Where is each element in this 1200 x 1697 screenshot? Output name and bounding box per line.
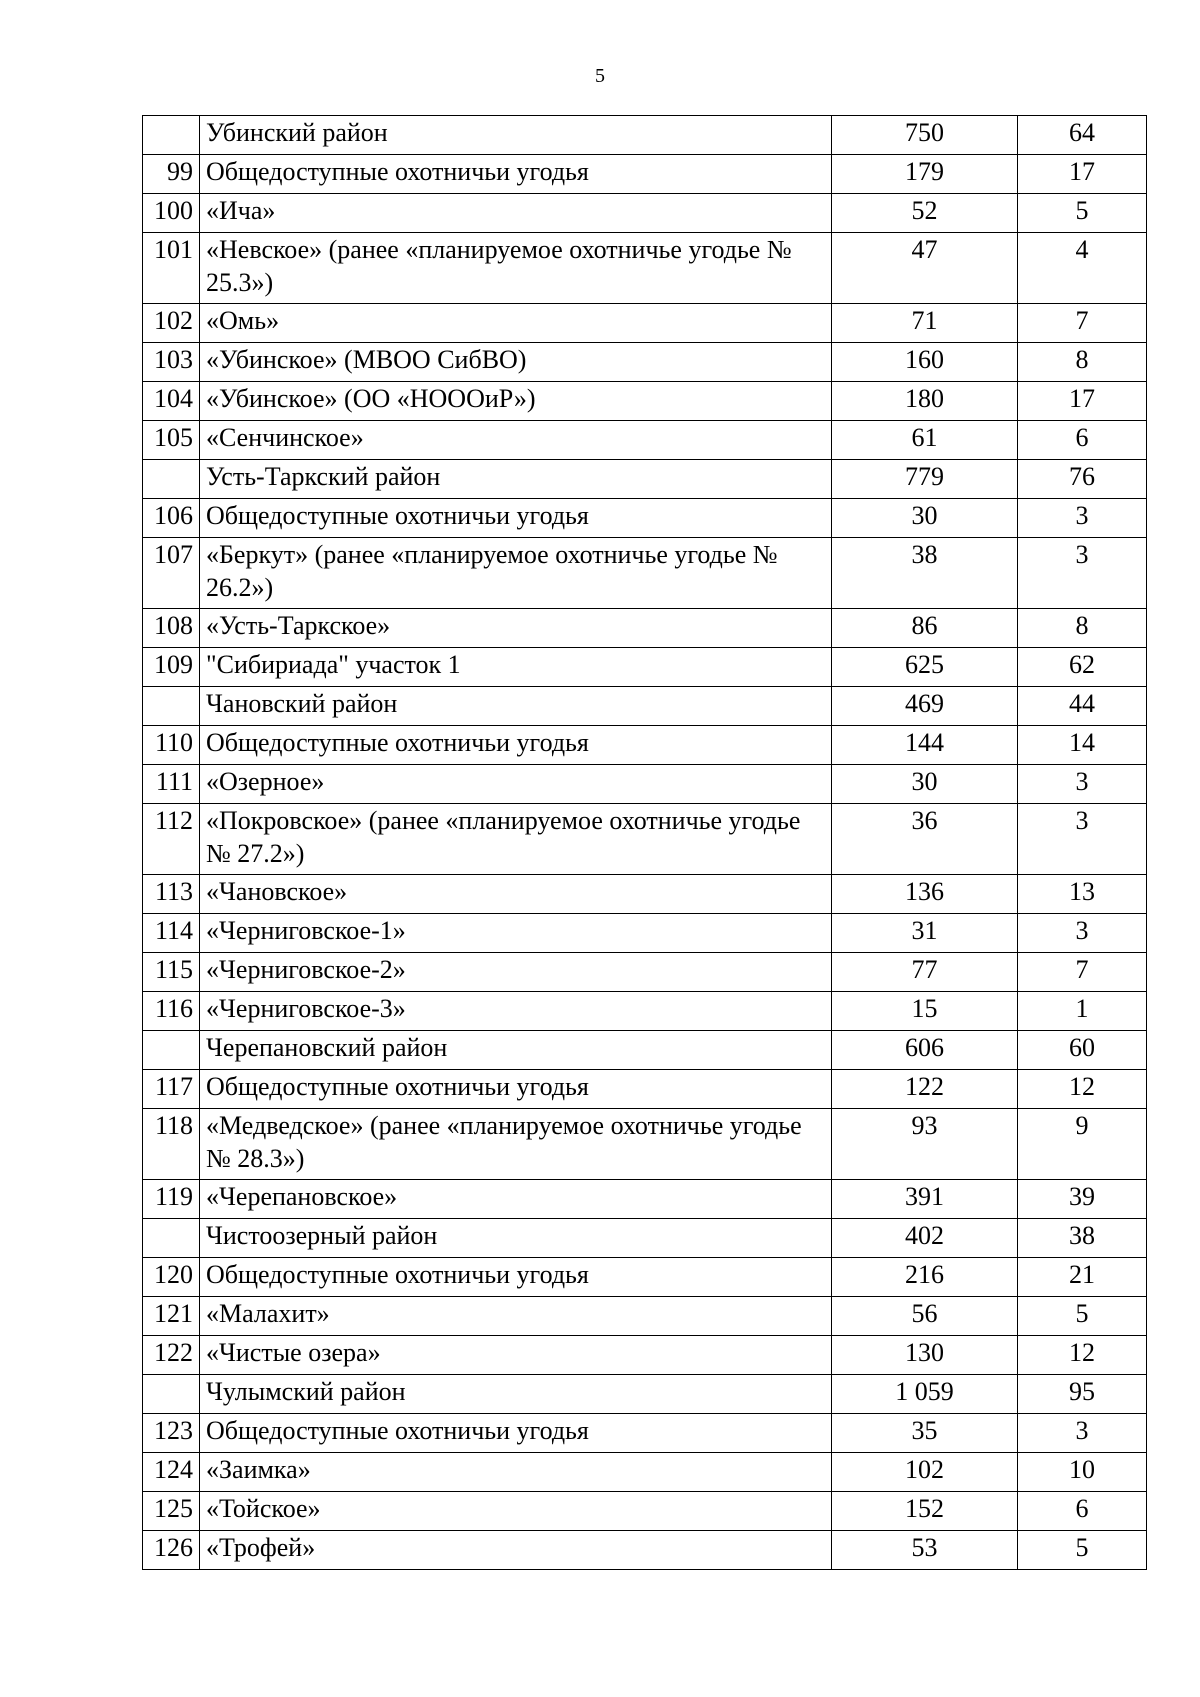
row-name: «Медведское» (ранее «планируемое охотничье угодье № 28.3») [200, 1109, 832, 1180]
row-value-b: 3 [1018, 765, 1147, 804]
table-row [143, 726, 1147, 765]
row-name: Чулымский район [200, 1375, 832, 1414]
row-number: 109 [143, 648, 200, 687]
row-name: «Малахит» [200, 1297, 832, 1336]
row-name: Черепановский район [200, 1031, 832, 1070]
row-value-b: 60 [1018, 1031, 1147, 1070]
row-value-a: 102 [832, 1453, 1018, 1492]
row-number: 122 [143, 1336, 200, 1375]
row-number: 108 [143, 609, 200, 648]
row-value-a: 625 [832, 648, 1018, 687]
table-row [143, 116, 1147, 155]
row-name: Общедоступные охотничьи угодья [200, 726, 832, 765]
row-name: «Омь» [200, 304, 832, 343]
row-number [143, 460, 200, 499]
row-number: 116 [143, 992, 200, 1031]
row-name: «Убинское» (МВОО СибВО) [200, 343, 832, 382]
row-number [143, 687, 200, 726]
row-value-b: 17 [1018, 382, 1147, 421]
row-value-a: 47 [832, 233, 1018, 304]
table-body [143, 116, 1147, 1570]
row-value-a: 136 [832, 875, 1018, 914]
row-value-b: 17 [1018, 155, 1147, 194]
row-name: «Черниговское-1» [200, 914, 832, 953]
row-name: Убинский район [200, 116, 832, 155]
row-value-b: 12 [1018, 1070, 1147, 1109]
table-row [143, 460, 1147, 499]
row-number: 113 [143, 875, 200, 914]
row-number: 103 [143, 343, 200, 382]
row-name: «Покровское» (ранее «планируемое охотничье угодье № 27.2») [200, 804, 832, 875]
row-number: 101 [143, 233, 200, 304]
page-number: 5 [595, 65, 605, 87]
row-value-b: 8 [1018, 343, 1147, 382]
row-number: 107 [143, 538, 200, 609]
row-number: 121 [143, 1297, 200, 1336]
row-number [143, 1031, 200, 1070]
row-value-b: 3 [1018, 499, 1147, 538]
table-row [143, 992, 1147, 1031]
row-number: 105 [143, 421, 200, 460]
table-row [143, 499, 1147, 538]
row-value-b: 7 [1018, 304, 1147, 343]
row-value-a: 160 [832, 343, 1018, 382]
row-value-b: 8 [1018, 609, 1147, 648]
row-value-b: 1 [1018, 992, 1147, 1031]
row-name: «Беркут» (ранее «планируемое охотничье угодье № 26.2») [200, 538, 832, 609]
row-name: Общедоступные охотничьи угодья [200, 1070, 832, 1109]
row-name: «Трофей» [200, 1531, 832, 1570]
table-row [143, 382, 1147, 421]
row-number [143, 1375, 200, 1414]
row-value-a: 56 [832, 1297, 1018, 1336]
row-value-b: 12 [1018, 1336, 1147, 1375]
row-value-a: 216 [832, 1258, 1018, 1297]
row-name: «Тойское» [200, 1492, 832, 1531]
row-value-b: 3 [1018, 914, 1147, 953]
row-value-b: 3 [1018, 1414, 1147, 1453]
table-row [143, 1336, 1147, 1375]
row-value-a: 391 [832, 1180, 1018, 1219]
row-value-a: 38 [832, 538, 1018, 609]
row-value-a: 179 [832, 155, 1018, 194]
row-value-a: 86 [832, 609, 1018, 648]
row-number [143, 116, 200, 155]
table-row [143, 914, 1147, 953]
row-number: 110 [143, 726, 200, 765]
row-value-b: 21 [1018, 1258, 1147, 1297]
row-name: «Невское» (ранее «планируемое охотничье угодье № 25.3») [200, 233, 832, 304]
row-value-a: 1 059 [832, 1375, 1018, 1414]
row-number: 124 [143, 1453, 200, 1492]
row-number: 126 [143, 1531, 200, 1570]
row-number: 104 [143, 382, 200, 421]
row-value-b: 5 [1018, 1297, 1147, 1336]
table-row [143, 1070, 1147, 1109]
row-value-a: 469 [832, 687, 1018, 726]
row-name: Общедоступные охотничьи угодья [200, 499, 832, 538]
row-name: Чановский район [200, 687, 832, 726]
row-value-b: 44 [1018, 687, 1147, 726]
row-value-b: 64 [1018, 116, 1147, 155]
row-value-a: 130 [832, 1336, 1018, 1375]
row-name: «Сенчинское» [200, 421, 832, 460]
row-name: «Черепановское» [200, 1180, 832, 1219]
table-row [143, 765, 1147, 804]
row-value-b: 6 [1018, 1492, 1147, 1531]
row-value-a: 152 [832, 1492, 1018, 1531]
row-name: Усть-Таркский район [200, 460, 832, 499]
row-value-b: 95 [1018, 1375, 1147, 1414]
row-value-a: 36 [832, 804, 1018, 875]
row-value-b: 14 [1018, 726, 1147, 765]
row-value-a: 31 [832, 914, 1018, 953]
row-name: «Усть-Таркское» [200, 609, 832, 648]
row-value-a: 35 [832, 1414, 1018, 1453]
table-row [143, 609, 1147, 648]
table-row [143, 875, 1147, 914]
row-value-b: 62 [1018, 648, 1147, 687]
row-value-b: 13 [1018, 875, 1147, 914]
row-name: «Убинское» (ОО «НОООиР») [200, 382, 832, 421]
hunting-grounds-table [142, 115, 1147, 1570]
row-number: 114 [143, 914, 200, 953]
row-value-b: 9 [1018, 1109, 1147, 1180]
row-name: «Черниговское-3» [200, 992, 832, 1031]
row-number: 102 [143, 304, 200, 343]
row-name: Общедоступные охотничьи угодья [200, 1414, 832, 1453]
table-row [143, 804, 1147, 875]
row-number: 118 [143, 1109, 200, 1180]
row-number [143, 1219, 200, 1258]
table-row [143, 1492, 1147, 1531]
row-value-b: 10 [1018, 1453, 1147, 1492]
row-value-b: 4 [1018, 233, 1147, 304]
row-value-a: 779 [832, 460, 1018, 499]
row-number: 120 [143, 1258, 200, 1297]
row-name: «Черниговское-2» [200, 953, 832, 992]
table-row [143, 648, 1147, 687]
row-value-b: 3 [1018, 538, 1147, 609]
row-number: 125 [143, 1492, 200, 1531]
table-row [143, 538, 1147, 609]
row-number: 106 [143, 499, 200, 538]
row-name: Чистоозерный район [200, 1219, 832, 1258]
row-value-b: 5 [1018, 1531, 1147, 1570]
row-value-b: 76 [1018, 460, 1147, 499]
row-number: 117 [143, 1070, 200, 1109]
table-row [143, 1375, 1147, 1414]
table-row [143, 343, 1147, 382]
row-value-b: 38 [1018, 1219, 1147, 1258]
row-name: «Чановское» [200, 875, 832, 914]
row-name: «Чистые озера» [200, 1336, 832, 1375]
row-value-a: 30 [832, 499, 1018, 538]
table-row [143, 233, 1147, 304]
row-name: «Заимка» [200, 1453, 832, 1492]
row-name: «Ича» [200, 194, 832, 233]
row-number: 119 [143, 1180, 200, 1219]
row-value-a: 52 [832, 194, 1018, 233]
row-value-a: 53 [832, 1531, 1018, 1570]
table-row [143, 1109, 1147, 1180]
row-value-b: 3 [1018, 804, 1147, 875]
table-row [143, 1297, 1147, 1336]
table-row [143, 1453, 1147, 1492]
row-name: Общедоступные охотничьи угодья [200, 1258, 832, 1297]
row-value-a: 61 [832, 421, 1018, 460]
row-value-a: 71 [832, 304, 1018, 343]
table-row [143, 1531, 1147, 1570]
table-row [143, 194, 1147, 233]
row-value-a: 30 [832, 765, 1018, 804]
row-value-a: 606 [832, 1031, 1018, 1070]
row-value-b: 5 [1018, 194, 1147, 233]
table-row [143, 304, 1147, 343]
row-value-a: 122 [832, 1070, 1018, 1109]
row-value-b: 39 [1018, 1180, 1147, 1219]
row-value-a: 180 [832, 382, 1018, 421]
table-row [143, 1414, 1147, 1453]
row-value-a: 93 [832, 1109, 1018, 1180]
row-name: «Озерное» [200, 765, 832, 804]
table-row [143, 953, 1147, 992]
row-name: "Сибириада" участок 1 [200, 648, 832, 687]
table-row [143, 687, 1147, 726]
row-value-a: 402 [832, 1219, 1018, 1258]
row-number: 100 [143, 194, 200, 233]
table-row [143, 1219, 1147, 1258]
table-row [143, 1031, 1147, 1070]
table-row [143, 421, 1147, 460]
row-number: 123 [143, 1414, 200, 1453]
row-value-b: 7 [1018, 953, 1147, 992]
row-name: Общедоступные охотничьи угодья [200, 155, 832, 194]
row-value-b: 6 [1018, 421, 1147, 460]
row-number: 111 [143, 765, 200, 804]
row-number: 112 [143, 804, 200, 875]
row-value-a: 15 [832, 992, 1018, 1031]
row-number: 99 [143, 155, 200, 194]
row-number: 115 [143, 953, 200, 992]
row-value-a: 77 [832, 953, 1018, 992]
table-row [143, 1258, 1147, 1297]
row-value-a: 750 [832, 116, 1018, 155]
table-row [143, 1180, 1147, 1219]
row-value-a: 144 [832, 726, 1018, 765]
table-row [143, 155, 1147, 194]
